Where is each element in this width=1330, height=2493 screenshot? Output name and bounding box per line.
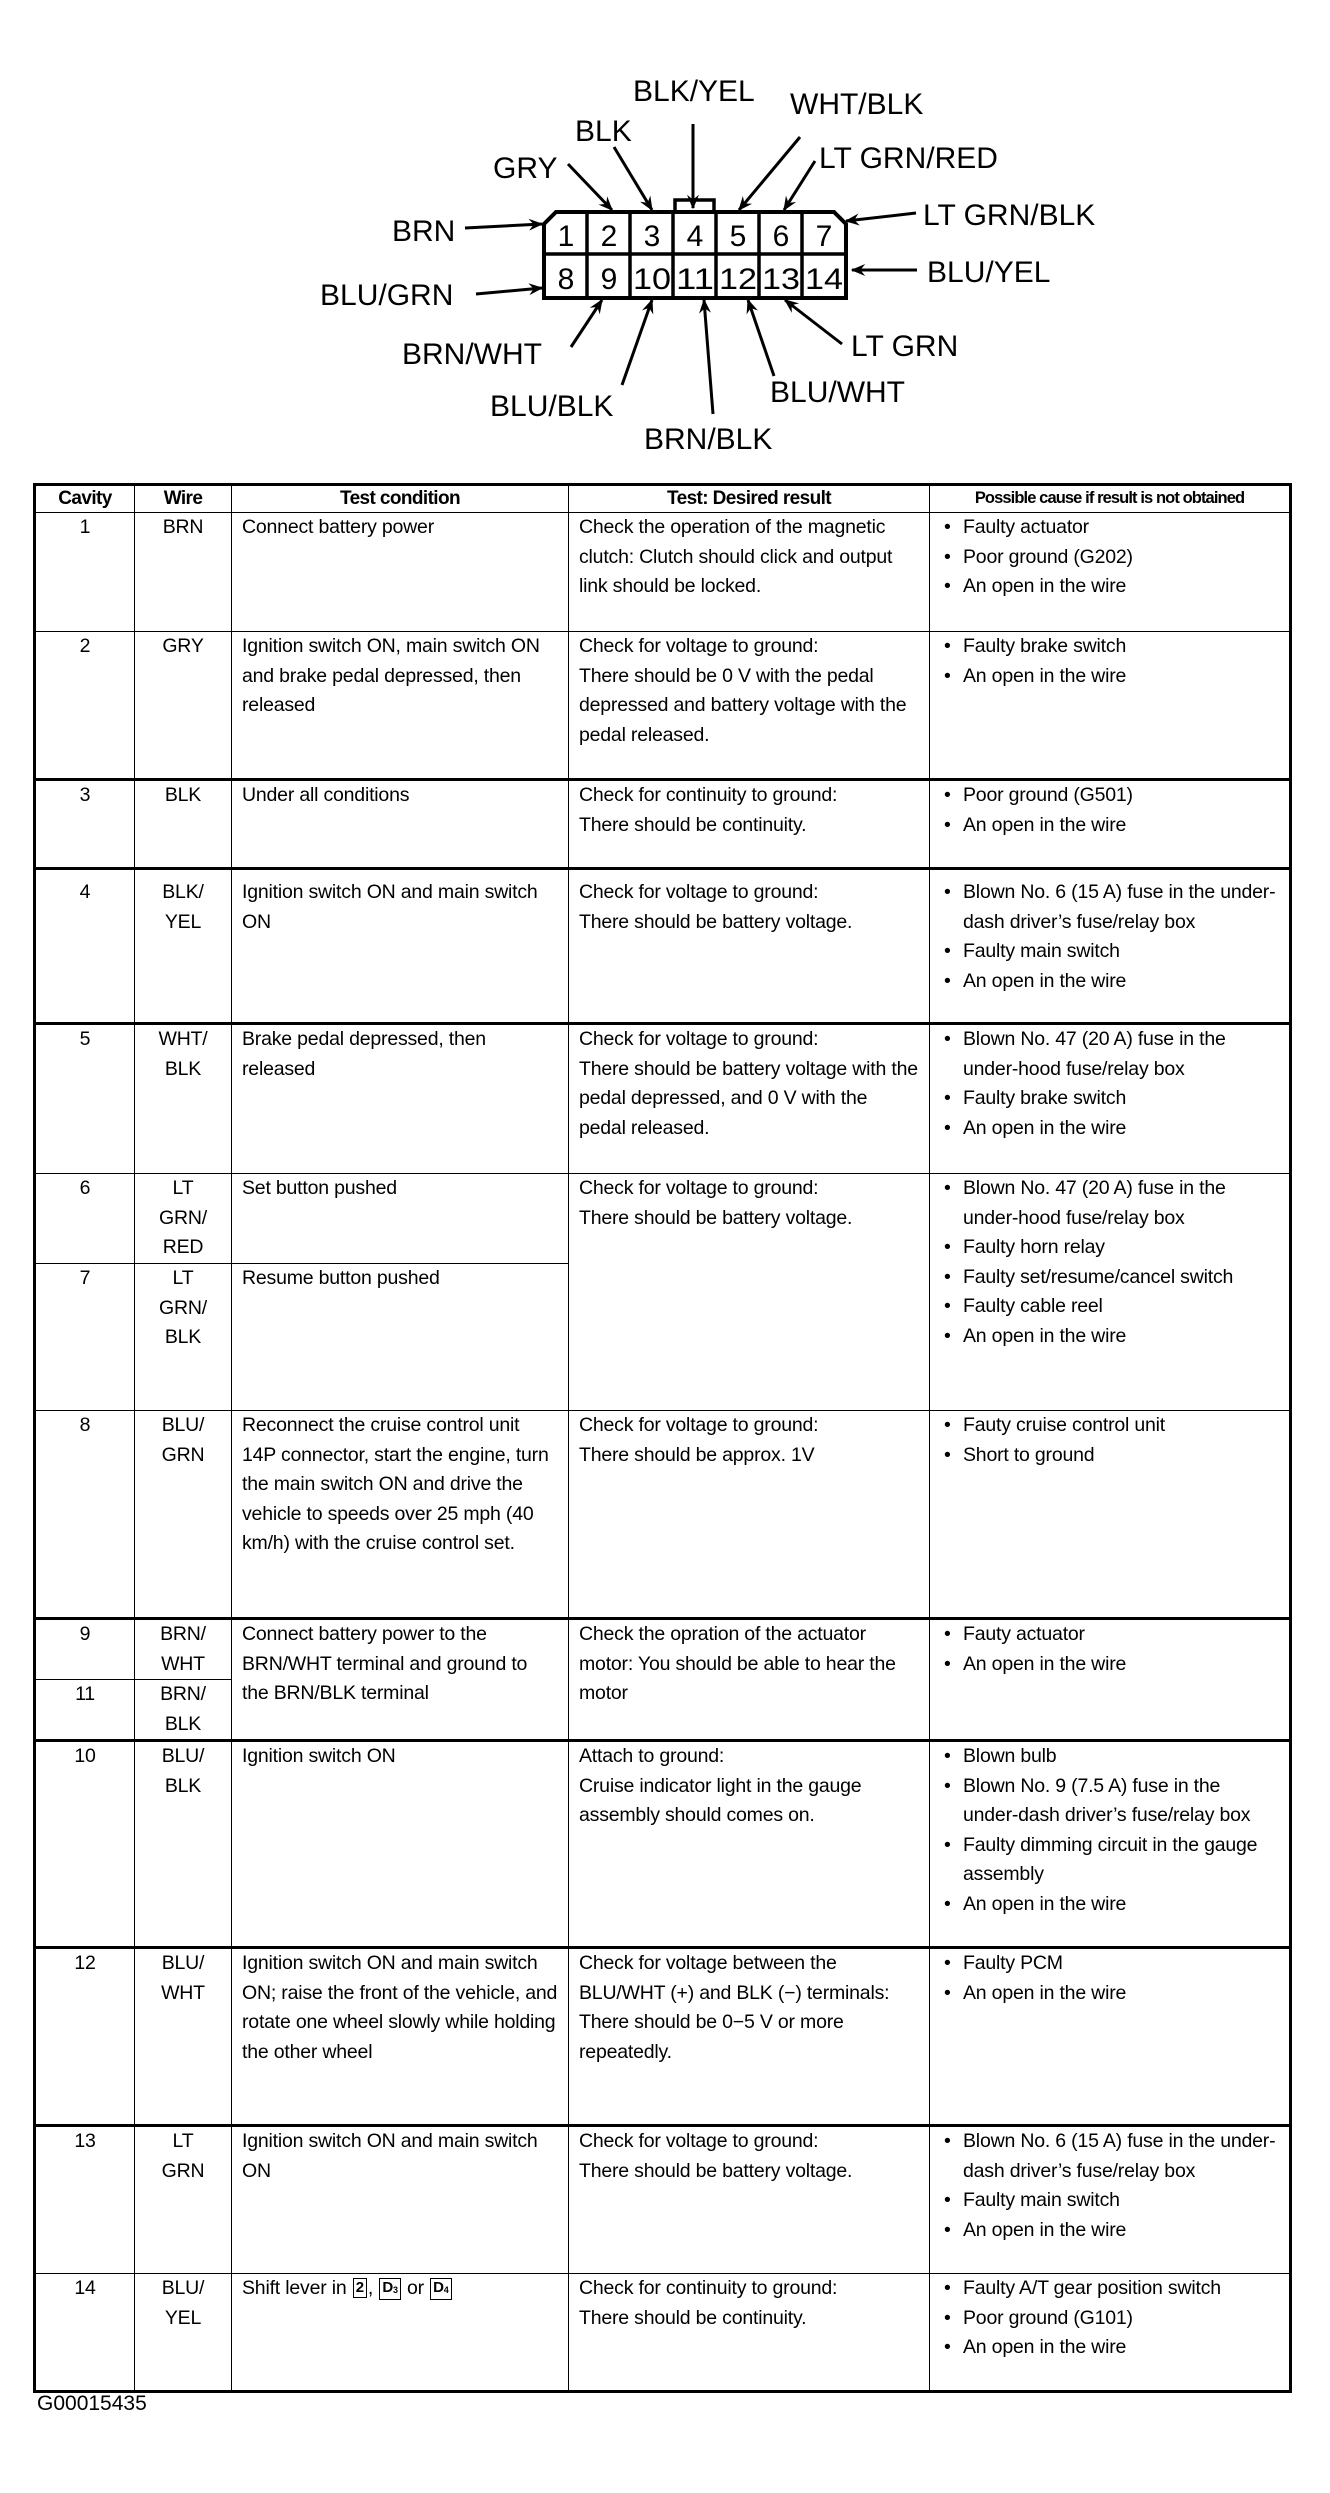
wire-cell (135, 2126, 232, 2274)
wire-label-pin2: GRY (493, 152, 558, 185)
result-text: Check for voltage to ground: (579, 881, 819, 903)
wire-cell (135, 632, 232, 780)
condition-cell: Ignition switch ON and main switch ON; raise the front of the vehicle, and rotate one wheel slowly while holding the other wheel (232, 1948, 569, 2126)
cause-item: • Faulty brake switch (940, 632, 1279, 662)
cause-item: • Faulty brake switch (940, 1084, 1279, 1114)
result-cell (569, 869, 930, 1024)
arrow-pin13 (785, 300, 842, 344)
condition-cell: Under all conditions (232, 780, 569, 869)
condition-cell (232, 2274, 569, 2392)
pin-number: 14 (805, 263, 843, 296)
pin-number: 10 (633, 263, 671, 296)
condition-text: Shift lever in (242, 2277, 352, 2299)
wire-text: BLK/ (162, 881, 204, 903)
gear-d4-icon (430, 2278, 451, 2300)
causes-cell (930, 1741, 1291, 1948)
cause-item: • An open in the wire (940, 1650, 1279, 1680)
cause-item: • Blown No. 9 (7.5 A) fuse in the under-dash driver’s fuse/relay box (940, 1772, 1279, 1831)
wire-text: WHT/ (158, 1028, 208, 1050)
cavity-cell: 3 (35, 780, 135, 869)
result-text: Check for continuity to ground: (579, 2277, 838, 2299)
wire-text: LT (172, 2130, 194, 2152)
wire-text: WHT (161, 1981, 205, 2004)
wire-text: GRN/ (159, 1206, 207, 1229)
table-row (35, 1174, 1291, 1264)
cause-item: • An open in the wire (940, 2216, 1279, 2246)
table-row (35, 869, 1291, 1024)
condition-cell: Connect battery power to the BRN/WHT terminal and ground to the BRN/BLK terminal (232, 1619, 569, 1741)
wire-cell (135, 1948, 232, 2126)
cavity-cell: 5 (35, 1024, 135, 1174)
arrow-pin8 (476, 288, 542, 294)
wire-label-pin7: LT GRN/BLK (923, 199, 1096, 232)
result-cell (569, 1741, 930, 1948)
pin-number: 12 (719, 263, 757, 296)
arrow-pin10 (622, 300, 652, 385)
wire-cell (135, 1024, 232, 1174)
wire-cell (135, 1680, 232, 1741)
cause-item: • Poor ground (G202) (940, 543, 1279, 573)
wire-cell (135, 1264, 232, 1411)
wire-text: GRY (162, 635, 204, 657)
condition-cell: Set button pushed (232, 1174, 569, 1264)
wire-label-pin4: BLK/YEL (633, 75, 755, 108)
table-header-row (35, 485, 1291, 513)
pin-number: 4 (686, 220, 704, 253)
cause-item: • Short to ground (940, 1441, 1279, 1471)
causes-cell (930, 1411, 1291, 1619)
cause-item: • Faulty main switch (940, 937, 1279, 967)
result-text: There should be battery voltage. (579, 2159, 853, 2182)
condition-cell: Ignition switch ON and main switch ON (232, 2126, 569, 2274)
condition-cell: Connect battery power (232, 513, 569, 632)
gear-d3-icon (379, 2278, 400, 2300)
cavity-cell: 6 (35, 1174, 135, 1264)
causes-cell (930, 780, 1291, 869)
wire-text: LT (172, 1177, 194, 1199)
gear-subscript: 3 (392, 2285, 398, 2295)
causes-cell (930, 1174, 1291, 1411)
result-text: There should be 0 V with the pedal depressed and battery voltage with the pedal released. (579, 664, 907, 746)
table-row (35, 1024, 1291, 1174)
arrow-pin11 (704, 300, 713, 414)
table-row (35, 2274, 1291, 2392)
cause-item: • An open in the wire (940, 662, 1279, 692)
separator-text: , (367, 2277, 379, 2299)
condition-cell: Ignition switch ON and main switch ON (232, 869, 569, 1024)
result-text: Check for voltage to ground: (579, 1028, 819, 1050)
header-cavity: Cavity (35, 485, 135, 513)
cause-item: • An open in the wire (940, 1890, 1279, 1920)
result-cell (569, 780, 930, 869)
arrow-pin7 (846, 213, 916, 221)
cause-item: • An open in the wire (940, 572, 1279, 602)
cavity-cell: 14 (35, 2274, 135, 2392)
arrow-pin12 (748, 300, 774, 376)
wire-text: BLU/ (161, 2277, 205, 2299)
cavity-cell: 4 (35, 869, 135, 1024)
wire-label-pin13: LT GRN (851, 330, 959, 363)
wire-text: LT (172, 1267, 194, 1289)
cavity-cell: 7 (35, 1264, 135, 1411)
condition-cell: Resume button pushed (232, 1264, 569, 1411)
wire-text: BRN/ (160, 1683, 206, 1705)
cause-item: • Faulty dimming circuit in the gauge assembly (940, 1831, 1279, 1890)
arrow-pin9 (571, 300, 602, 347)
result-text: Check for voltage to ground: (579, 2130, 819, 2152)
result-text: There should be battery voltage. (579, 1206, 853, 1229)
table-row (35, 1411, 1291, 1619)
result-text: There should be approx. 1V (579, 1443, 815, 1466)
cavity-cell: 2 (35, 632, 135, 780)
result-text: There should be continuity. (579, 813, 807, 836)
cavity-cell: 9 (35, 1619, 135, 1680)
cause-item: • An open in the wire (940, 1979, 1279, 2009)
header-desired-result: Test: Desired result (569, 485, 930, 513)
cavity-cell: 10 (35, 1741, 135, 1948)
arrow-pin2 (568, 164, 612, 210)
wire-label-pin6: LT GRN/RED (819, 142, 998, 175)
cause-item: • An open in the wire (940, 811, 1279, 841)
result-text: Check for voltage to ground: (579, 635, 819, 657)
result-text: Check for voltage to ground: (579, 1177, 819, 1199)
result-cell (569, 1024, 930, 1174)
cause-item: • An open in the wire (940, 1322, 1279, 1352)
table-row (35, 780, 1291, 869)
cavity-cell: 11 (35, 1680, 135, 1741)
gear-2-icon: 2 (353, 2278, 367, 2298)
wire-label-pin5: WHT/BLK (790, 88, 924, 121)
result-text: Cruise indicator light in the gauge assembly should comes on. (579, 1774, 862, 1826)
result-text: Attach to ground: (579, 1745, 725, 1767)
cause-item: • Blown No. 47 (20 A) fuse in the under-hood fuse/relay box (940, 1025, 1279, 1084)
gear-letter: D (382, 2279, 393, 2296)
wire-text: BLK (164, 1326, 202, 1348)
cause-item: • Faulty horn relay (940, 1233, 1279, 1263)
causes-cell (930, 513, 1291, 632)
cavity-cell: 8 (35, 1411, 135, 1619)
wire-text: WHT (161, 1652, 205, 1675)
wire-text: GRN (161, 1443, 205, 1466)
table-row (35, 1741, 1291, 1948)
wire-label-pin12: BLU/WHT (770, 376, 905, 409)
result-text: There should be battery voltage with the pedal depressed, and 0 V with the pedal released. (579, 1057, 918, 1139)
pin-number: 7 (815, 220, 833, 253)
wire-cell (135, 1411, 232, 1619)
result-text: Check for continuity to ground: (579, 784, 838, 806)
arrow-pin1 (465, 224, 542, 228)
figure-id: G00015435 (37, 2392, 147, 2415)
wire-label-pin10: BLU/BLK (490, 390, 614, 423)
condition-cell: Ignition switch ON, main switch ON and brake pedal depressed, then released (232, 632, 569, 780)
pin-number: 9 (600, 263, 618, 296)
causes-cell (930, 869, 1291, 1024)
cause-item: • Faulty actuator (940, 513, 1279, 543)
table-row (35, 1619, 1291, 1680)
wire-label-pin3: BLK (575, 115, 632, 148)
cavity-cell: 13 (35, 2126, 135, 2274)
cavity-cell: 1 (35, 513, 135, 632)
pin-number: 11 (676, 263, 714, 296)
cause-item: • Fauty actuator (940, 1620, 1279, 1650)
result-text: There should be continuity. (579, 2306, 807, 2329)
wire-cell (135, 780, 232, 869)
wire-label-pin11: BRN/BLK (644, 423, 773, 456)
pin-number: 1 (557, 220, 575, 253)
wire-text: YEL (164, 2306, 202, 2329)
result-cell (569, 2274, 930, 2392)
pin-number: 13 (762, 263, 800, 296)
causes-cell (930, 1619, 1291, 1741)
wire-text: GRN (161, 2159, 205, 2182)
result-text: Check for voltage to ground: (579, 1414, 819, 1436)
pin-number: 3 (643, 220, 661, 253)
result-cell (569, 1619, 930, 1741)
wire-label-pin9: BRN/WHT (402, 338, 542, 371)
cause-item: • An open in the wire (940, 2333, 1279, 2363)
wire-cell (135, 869, 232, 1024)
cause-item: • Blown bulb (940, 1742, 1279, 1772)
cause-item: • Faulty main switch (940, 2186, 1279, 2216)
wire-cell (135, 1174, 232, 1264)
cause-item: • Blown No. 6 (15 A) fuse in the under-dash driver’s fuse/relay box (940, 2127, 1279, 2186)
cause-item: • Faulty A/T gear position switch (940, 2274, 1279, 2304)
result-text: Check for voltage between the BLU/WHT (+) and BLK (−) terminals: (579, 1952, 890, 2004)
cause-item: • Blown No. 6 (15 A) fuse in the under-dash driver’s fuse/relay box (940, 878, 1279, 937)
cause-item: • Poor ground (G501) (940, 781, 1279, 811)
wire-cell (135, 2274, 232, 2392)
wire-text: BLK (164, 784, 202, 806)
wire-text: BRN/ (160, 1623, 206, 1645)
pin-number: 6 (772, 220, 790, 253)
wire-cell (135, 513, 232, 632)
result-text: There should be 0−5 V or more repeatedly. (579, 2011, 844, 2063)
causes-cell (930, 2274, 1291, 2392)
wire-text: BLK (164, 1057, 202, 1080)
condition-cell: Brake pedal depressed, then released (232, 1024, 569, 1174)
wire-cell (135, 1741, 232, 1948)
cause-item: • Faulty set/resume/cancel switch (940, 1263, 1279, 1293)
result-cell (569, 2126, 930, 2274)
header-wire: Wire (135, 485, 232, 513)
wire-text: YEL (164, 910, 202, 933)
connector-diagram (0, 0, 1330, 480)
cause-item: • An open in the wire (940, 967, 1279, 997)
header-test-condition: Test condition (232, 485, 569, 513)
table-row (35, 513, 1291, 632)
arrow-pin3 (614, 147, 652, 210)
causes-cell (930, 2126, 1291, 2274)
gear-subscript: 4 (443, 2285, 449, 2295)
result-text: Check the operation of the magnetic clutch: Clutch should click and output link should be locked. (579, 516, 893, 597)
cavity-cell: 12 (35, 1948, 135, 2126)
result-cell (569, 1174, 930, 1411)
wire-text: GRN/ (159, 1296, 207, 1319)
wire-text: BLU/ (161, 1745, 205, 1767)
result-text: There should be battery voltage. (579, 910, 853, 933)
causes-cell (930, 632, 1291, 780)
cause-item: • Poor ground (G101) (940, 2304, 1279, 2334)
condition-cell: Reconnect the cruise control unit 14P connector, start the engine, turn the main switch ON and drive the vehicle to speeds over 25 mph (40 km/h) with the cruise control set. (232, 1411, 569, 1619)
table-row (35, 2126, 1291, 2274)
wire-text: BLU/ (161, 1414, 205, 1436)
cause-item: • Faulty PCM (940, 1949, 1279, 1979)
wire-label-pin1: BRN (392, 215, 456, 248)
gear-letter: D (433, 2279, 444, 2296)
pin-number: 5 (729, 220, 747, 253)
causes-cell (930, 1024, 1291, 1174)
wire-text: BLU/ (161, 1952, 205, 1974)
wire-text: BRN (162, 516, 204, 538)
result-cell (569, 632, 930, 780)
result-cell (569, 513, 930, 632)
cause-item: • Fauty cruise control unit (940, 1411, 1279, 1441)
pin-number: 2 (600, 220, 618, 253)
wire-label-pin14: BLU/YEL (927, 256, 1051, 289)
result-cell (569, 1948, 930, 2126)
separator-text: or (401, 2277, 430, 2299)
wire-label-pin8: BLU/GRN (320, 279, 454, 312)
cause-item: • Faulty cable reel (940, 1292, 1279, 1322)
condition-cell: Ignition switch ON (232, 1741, 569, 1948)
arrow-pin6 (784, 161, 815, 210)
cause-item: • An open in the wire (940, 1114, 1279, 1144)
test-table (33, 483, 1292, 2393)
wire-cell (135, 1619, 232, 1680)
wire-text: BLK (164, 1712, 202, 1735)
result-text: Check the opration of the actuator motor: You should be able to hear the motor (579, 1623, 896, 1704)
result-cell (569, 1411, 930, 1619)
header-possible-cause: Possible cause if result is not obtained (930, 485, 1291, 513)
wire-text: RED (162, 1236, 204, 1258)
table-row (35, 632, 1291, 780)
causes-cell (930, 1948, 1291, 2126)
wire-text: BLK (164, 1774, 202, 1797)
cause-item: • Blown No. 47 (20 A) fuse in the under-hood fuse/relay box (940, 1174, 1279, 1233)
pin-number: 8 (557, 263, 575, 296)
table-row (35, 1948, 1291, 2126)
